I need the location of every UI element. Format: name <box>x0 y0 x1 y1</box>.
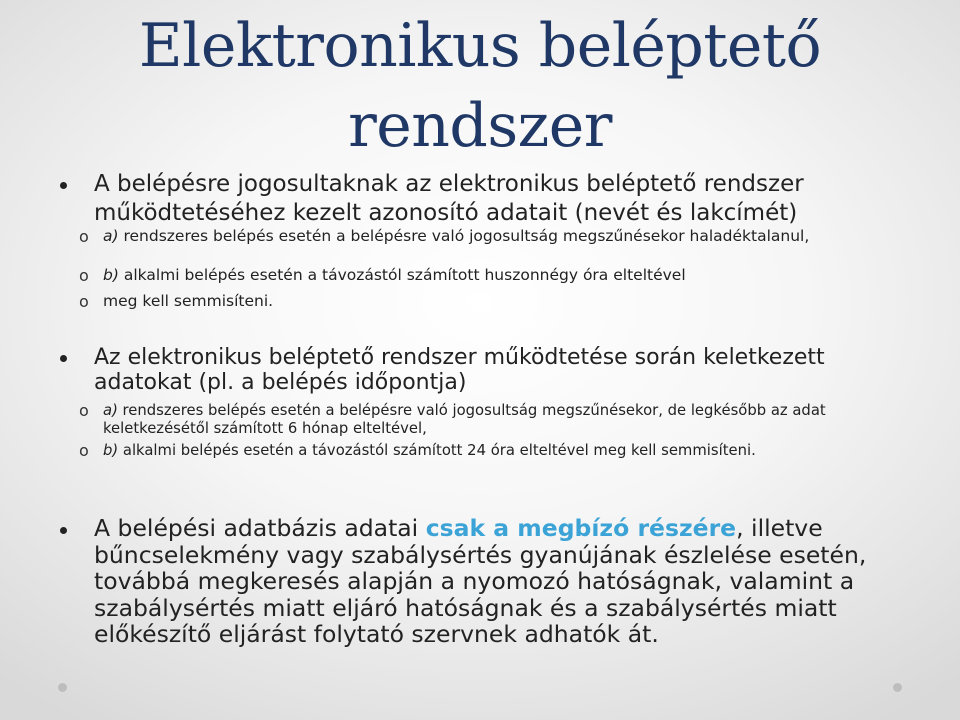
bullet-dot <box>60 355 67 362</box>
nav-dot-left <box>58 683 67 692</box>
sub-bullet-marker: o <box>79 292 89 311</box>
highlight-text: csak a megbízó részére <box>425 514 737 542</box>
sub-bullet-prefix: b) <box>103 266 119 284</box>
slide-title-line2: rendszer <box>348 91 612 161</box>
bullet-1-text: A belépésre jogosultaknak az elektronikus beléptető rendszer működtetéséhez kezelt azonosító adatait (nevét és lakcímét) <box>94 171 804 226</box>
nav-dot-right <box>893 683 902 692</box>
slide-title <box>0 6 960 166</box>
sub-bullet-2a-text: rendszeres belépés esetén a belépésre való jogosultság megszűnésekor, de legkésőbb az adat keletkezésétől számított 6 hónap elteltével, <box>103 402 826 437</box>
bullet-dot <box>60 527 67 534</box>
sub-bullet-1b-text: alkalmi belépés esetén a távozástól számított huszonnégy óra elteltével <box>118 266 686 284</box>
slide-title-line1: Elektronikus beléptető <box>138 11 822 81</box>
sub-bullet-2b-text: alkalmi belépés esetén a távozástól számított 24 óra elteltével meg kell semmisíteni. <box>118 442 756 459</box>
sub-bullet-marker: o <box>79 401 89 420</box>
sub-bullet-1c-text: meg kell semmisíteni. <box>103 292 274 310</box>
sub-bullet-marker: o <box>79 266 89 285</box>
bullet-2-text: Az elektronikus beléptető rendszer működtetése során keletkezett adatokat (pl. a belépés időpontja) <box>94 345 825 395</box>
sub-bullet-prefix: a) <box>103 402 118 419</box>
bullet-dot <box>60 182 67 189</box>
sub-bullet-1a-text: rendszeres belépés esetén a belépésre való jogosultság megszűnésekor haladéktalanul, <box>118 227 810 245</box>
sub-bullet-marker: o <box>79 227 89 246</box>
bullet-3-text <box>94 515 920 648</box>
sub-bullet-marker: o <box>79 441 89 460</box>
bullet-3-text-after: , illetve bűncselekmény vagy szabálysértés gyanújának észlelése esetén, továbbá megkeresés alapján a nyomozó hatóságnak, valamint a szabálysértés miatt eljáró hatóságnak és a szabálysértés miatt előkészítő eljárást folytató szervnek adhatók át. <box>94 514 867 648</box>
sub-bullet-prefix: b) <box>103 442 119 459</box>
bullet-3-text-before: A belépési adatbázis adatai <box>94 514 426 542</box>
sub-bullet-prefix: a) <box>103 227 119 245</box>
